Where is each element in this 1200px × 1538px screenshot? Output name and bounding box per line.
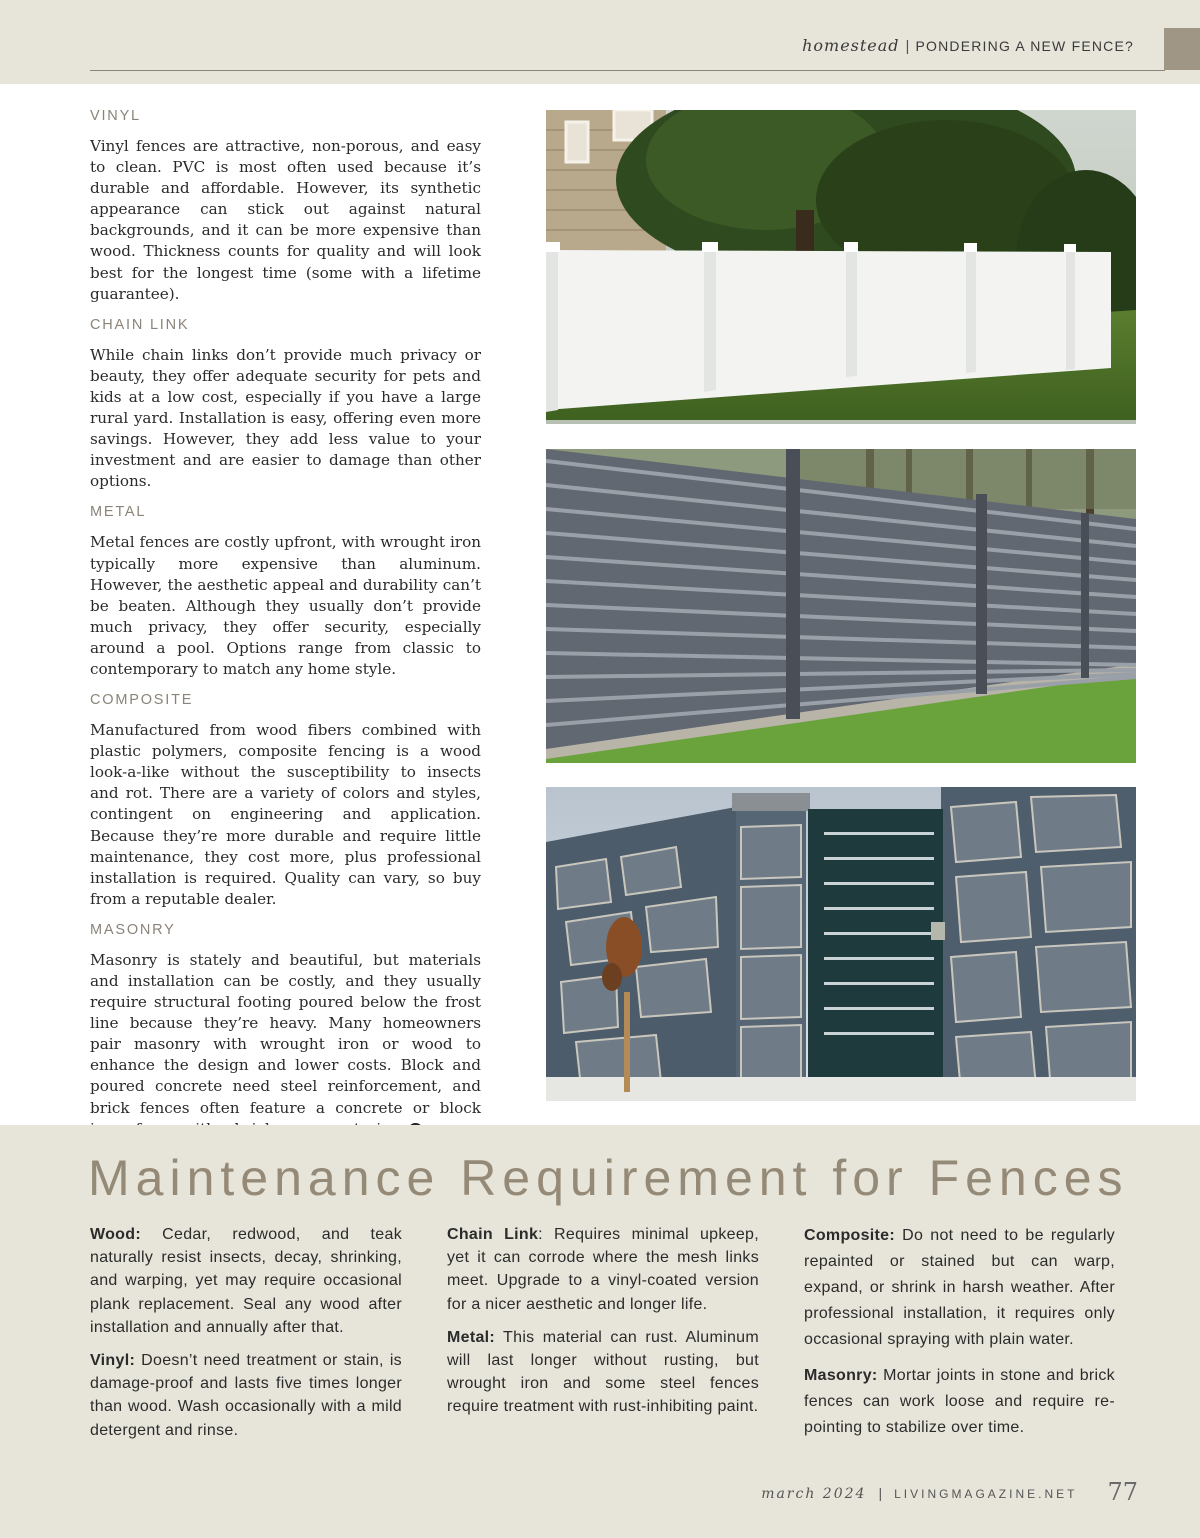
footer-separator: | xyxy=(878,1485,883,1501)
page-number: 77 xyxy=(1107,1478,1138,1506)
maintenance-label: Metal: xyxy=(447,1328,496,1346)
maintenance-text: Mortar joints in stone and brick fences can work loose and require re-pointing to stabilize over time. xyxy=(804,1367,1115,1436)
section-heading: METAL xyxy=(90,504,147,521)
maintenance-column-1 xyxy=(90,1223,402,1452)
header-tab xyxy=(1164,28,1200,70)
article-body xyxy=(90,108,481,1152)
maintenance-text: Doesn’t need treatment or stain, is damage-proof and lasts five times longer than wood. Wash occasionally with a mild detergent and rinse. xyxy=(90,1352,402,1439)
maintenance-label: Chain Link xyxy=(447,1226,539,1243)
maintenance-label: Wood: xyxy=(90,1226,141,1243)
maintenance-item-chain-link xyxy=(447,1223,759,1316)
maintenance-item-masonry xyxy=(804,1363,1115,1441)
magazine-section-name: homestead xyxy=(802,36,900,55)
maintenance-text: This material can rust. Aluminum will last longer without rusting, but wrought iron and some steel fences require treatment with rust-inhibiting paint. xyxy=(447,1328,759,1416)
section-metal xyxy=(90,504,481,680)
maintenance-item-composite xyxy=(804,1223,1115,1353)
maintenance-text: Cedar, redwood, and teak naturally resist insects, decay, shrinking, and warping, yet may require occasional plank replacement. Seal any wood after installation and annually after that. xyxy=(90,1226,402,1336)
section-chain-link xyxy=(90,317,481,493)
section-text: Vinyl fences are attractive, non-porous, and easy to clean. PVC is most often used because it’s durable and affordable. However, its synthetic appearance can stick out against natural backgrounds, and it can be more expensive than wood. Thickness counts for quality and will look best for the longest time (some with a lifetime guarantee). xyxy=(90,137,481,303)
section-text: Manufactured from wood fibers combined with plastic polymers, composite fencing is a wood look-a-like without the susceptibility to insects and rot. There are a variety of colors and styles, contingent on engineering and application. Because they’re more durable and require little maintenance, they cost more, plus professional installation is required. Quality can vary, so buy from a reputable dealer. xyxy=(90,721,481,908)
section-heading: CHAIN LINK xyxy=(90,316,190,333)
page-footer xyxy=(761,1478,1138,1506)
section-masonry xyxy=(90,922,481,1140)
maintenance-column-2 xyxy=(447,1223,759,1429)
issue-date: march 2024 xyxy=(761,1486,867,1502)
maintenance-item-metal xyxy=(447,1326,759,1419)
article-title: PONDERING A NEW FENCE? xyxy=(915,38,1134,54)
section-text-content: Masonry is stately and beautiful, but materials and installation can be costly, and they usually require structural footing poured below the frost line because they’re heavy. Many homeowners pair masonry with wrought iron or wood to enhance the design and lower costs. Block and poured concrete need steel reinforcement, and brick fences often feature a concrete or block xyxy=(90,950,481,1117)
section-text xyxy=(90,950,481,1140)
maintenance-item-vinyl xyxy=(90,1349,402,1442)
vinyl-fence-photo xyxy=(546,110,1136,424)
section-vinyl xyxy=(90,108,481,305)
metal-fence-photo xyxy=(546,449,1136,763)
maintenance-sidebar xyxy=(0,1125,1200,1538)
section-heading: VINYL xyxy=(90,108,141,124)
masonry-fence-photo xyxy=(546,787,1136,1101)
maintenance-label: Vinyl: xyxy=(90,1352,136,1370)
header-rule xyxy=(90,70,1165,71)
maintenance-title: Maintenance Requirement for Fences xyxy=(88,1150,1129,1206)
section-heading: COMPOSITE xyxy=(90,692,194,709)
website-link[interactable]: LIVINGMAGAZINE.NET xyxy=(894,1487,1078,1501)
section-composite xyxy=(90,692,481,910)
maintenance-label: Composite: xyxy=(804,1227,895,1244)
running-header xyxy=(802,36,1134,55)
maintenance-column-3 xyxy=(804,1223,1115,1451)
section-heading: MASONRY xyxy=(90,921,176,938)
maintenance-text: : Requires minimal upkeep, yet it can corrode where the mesh links meet. Upgrade to a vinyl-coated version for a nicer aesthetic and longer life. xyxy=(447,1226,759,1313)
section-text: While chain links don’t provide much privacy or beauty, they offer adequate security for pets and kids at a low cost, especially if you have a large rural yard. Installation is easy, offering even more savings. However, they add less value to your investment and are easier to damage than other options. xyxy=(90,345,481,491)
maintenance-text: Do not need to be regularly repainted or stained but can warp, expand, or shrink in harsh weather. After professional installation, it requires only occasional spraying with plain water. xyxy=(804,1227,1115,1348)
maintenance-label: Masonry: xyxy=(804,1367,878,1384)
section-text: Metal fences are costly upfront, with wrought iron typically more expensive than aluminum. However, the aesthetic appeal and durability can’t be beaten. Although they usually don’t provide much privacy, they offer security, especially around a pool. Options range from classic to contemporary to match any home style. xyxy=(90,533,481,678)
header-separator: | xyxy=(905,38,910,55)
maintenance-item-wood xyxy=(90,1223,402,1339)
